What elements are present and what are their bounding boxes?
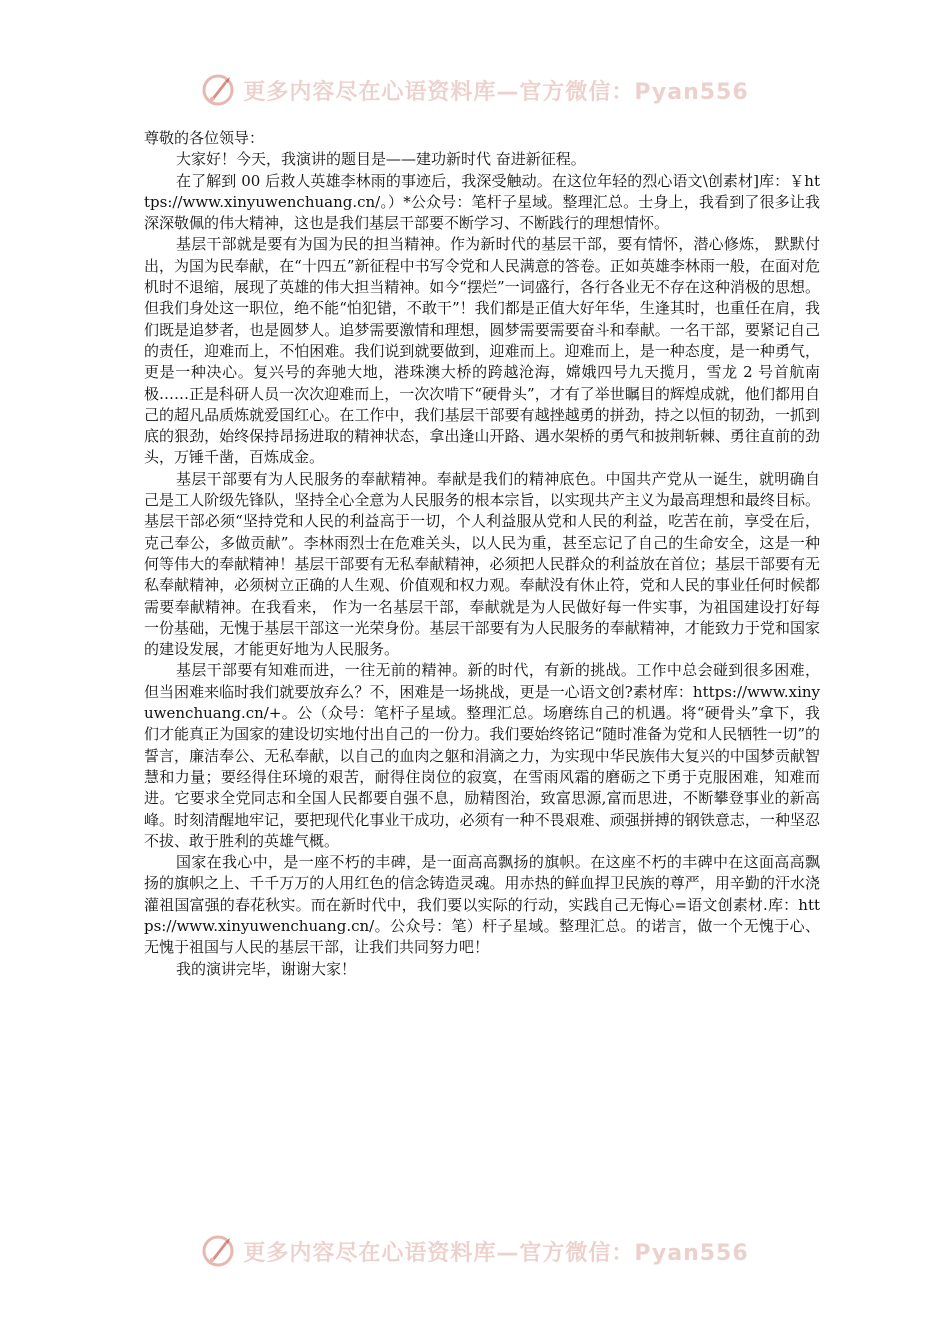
paragraph-nation: 国家在我心中，是一座不朽的丰碑，是一面高高飘扬的旗帜。在这座不朽的丰碑中在这面高高飘扬的旗帜之上、千千万万的人用红色的信念铸造灵魂。用赤热的鲜血捍卫民族的尊严，用辛勤的汗水浇灌祖国富强的春花秋实。而在新时代中，我们要以实际的行动，实践自己无悔心=语文创素材.库：https://www.xinyuwenchuang.cn/。公众号：笔）杆子星域。整理汇总。的诺言，做一个无愧于心、无愧于祖国与人民的基层干部，让我们共同努力吧！: [144, 853, 820, 957]
salutation: 尊敬的各位领导：: [144, 129, 265, 147]
paragraph-hero-story: 在了解到 00 后救人英雄李林雨的事迹后，我深受触动。在这位年轻的烈心语文\创素材]库：￥https://www.xinyuwenchuang.cn/。）*公众号：笔杆子星域。整理汇总。士身上，我看到了很多让我深深敬佩的伟大精神，这也是我们基层干部要不断学习、不断践行的理想情怀。: [144, 171, 820, 233]
paragraph-closing: 我的演讲完毕，谢谢大家！: [176, 959, 357, 978]
paragraph-dedication: 基层干部要有为人民服务的奉献精神。奉献是我们的精神底色。中国共产党从一诞生，就明确自己是工人阶级先锋队，坚持全心全意为人民服务的根本宗旨，以实现共产主义为最高理想和最终目标。基层干部必须“坚持党和人民的利益高于一切，个人利益服从党和人民的利益，吃苦在前，享受在后，克己奉公，多做贡献”。李林雨烈士在危难关头，以人民为重，甚至忘记了自己的生命安全，这是一种何等伟大的奉献精神！基层干部要有无私奉献精神，必须把人民群众的利益放在首位；基层干部要有无私奉献精神，必须树立正确的人生观、价值观和权力观。奉献没有休止符，党和人民的事业任何时候都需要奉献精神。在我看来， 作为一名基层干部，奉献就是为人民做好每一件实事，为祖国建设打好每一份基础，无愧于基层干部这一光荣身份。基层干部要有为人民服务的奉献精神，才能致力于党和国家的建设发展，才能更好地为人民服务。: [144, 469, 820, 659]
paragraph-responsibility: 基层干部就是要有为国为民的担当精神。作为新时代的基层干部，要有情怀，潜心修炼， 默默付出，为国为民奉献，在“十四五”新征程中书写令党和人民满意的答卷。正如英雄李林雨一般，在面对危机时不退缩，展现了英雄的伟大担当精神。如今“摆烂”一词盛行，各行各业无不存在这种消极的思想。但我们身处这一职位，绝不能“怕犯错，不敢干”！我们都是正值大好年华，生逢其时，也重任在肩，我们既是追梦者，也是圆梦人。追梦需要激情和理想，圆梦需要需要奋斗和奉献。一名干部，要紧记自己的责任，迎难而上，不怕困难。我们说到就要做到，迎难而上。迎难而上，是一种态度，是一种勇气，更是一种决心。复兴号的奔驰大地，港珠澳大桥的跨越沧海，嫦娥四号九天揽月，雪龙 2 号首航南极……正是科研人员一次次迎难而上，一次次啃下“硬骨头”，才有了举世瞩目的辉煌成就，他们都用自己的超凡品质炼就爱国红心。在工作中，我们基层干部要有越挫越勇的拼劲，持之以恒的韧劲，一抓到底的狠劲，始终保持昂扬进取的精神状态，拿出逢山开路、遇水架桥的勇气和披荆斩棘、勇往直前的劲头，万锤千凿，百炼成金。: [144, 235, 820, 467]
quill-pen-circle-icon: [201, 1234, 235, 1268]
header-banner: [0, 73, 950, 107]
paragraph-perseverance: 基层干部要有知难而进，一往无前的精神。新的时代，有新的挑战。工作中总会碰到很多困难，但当困难来临时我们就要放弃么？不，困难是一场挑战，更是一心语文创?素材库：https://www.xinyuwenchuang.cn/+。公（众号：笔杆子星域。整理汇总。场磨练自己的机遇。将“硬骨头”拿下，我们才能真正为国家的建设切实地付出自己的一份力。我们要始终铭记“随时准备为党和人民牺牲一切”的誓言，廉洁奉公、无私奉献，以自己的血肉之躯和涓滴之力，为实现中华民族伟大复兴的中国梦贡献智慧和力量；要经得住环境的艰苦，耐得住岗位的寂寞，在雪雨风霜的磨砺之下勇于克服困难，知难而进。它要求全党同志和全国人民都要自强不息，励精图治，致富思源,富而思进，不断攀登事业的新高峰。时刻清醒地牢记，要把现代化事业干成功，必须有一种不畏艰难、顽强拼搏的钢铁意志，一种坚忍不拔、敢于胜利的英雄气概。: [144, 661, 820, 850]
paragraph-opening: 大家好！今天，我演讲的题目是——建功新时代 奋进新征程。: [176, 150, 586, 169]
footer-banner: [0, 1234, 950, 1268]
banner-text: 更多内容尽在心语资料库—官方微信：Pyan556: [243, 1240, 749, 1266]
banner-text: 更多内容尽在心语资料库—官方微信：Pyan556: [243, 79, 749, 105]
speech-document: [144, 128, 820, 980]
quill-pen-circle-icon: [201, 73, 235, 107]
